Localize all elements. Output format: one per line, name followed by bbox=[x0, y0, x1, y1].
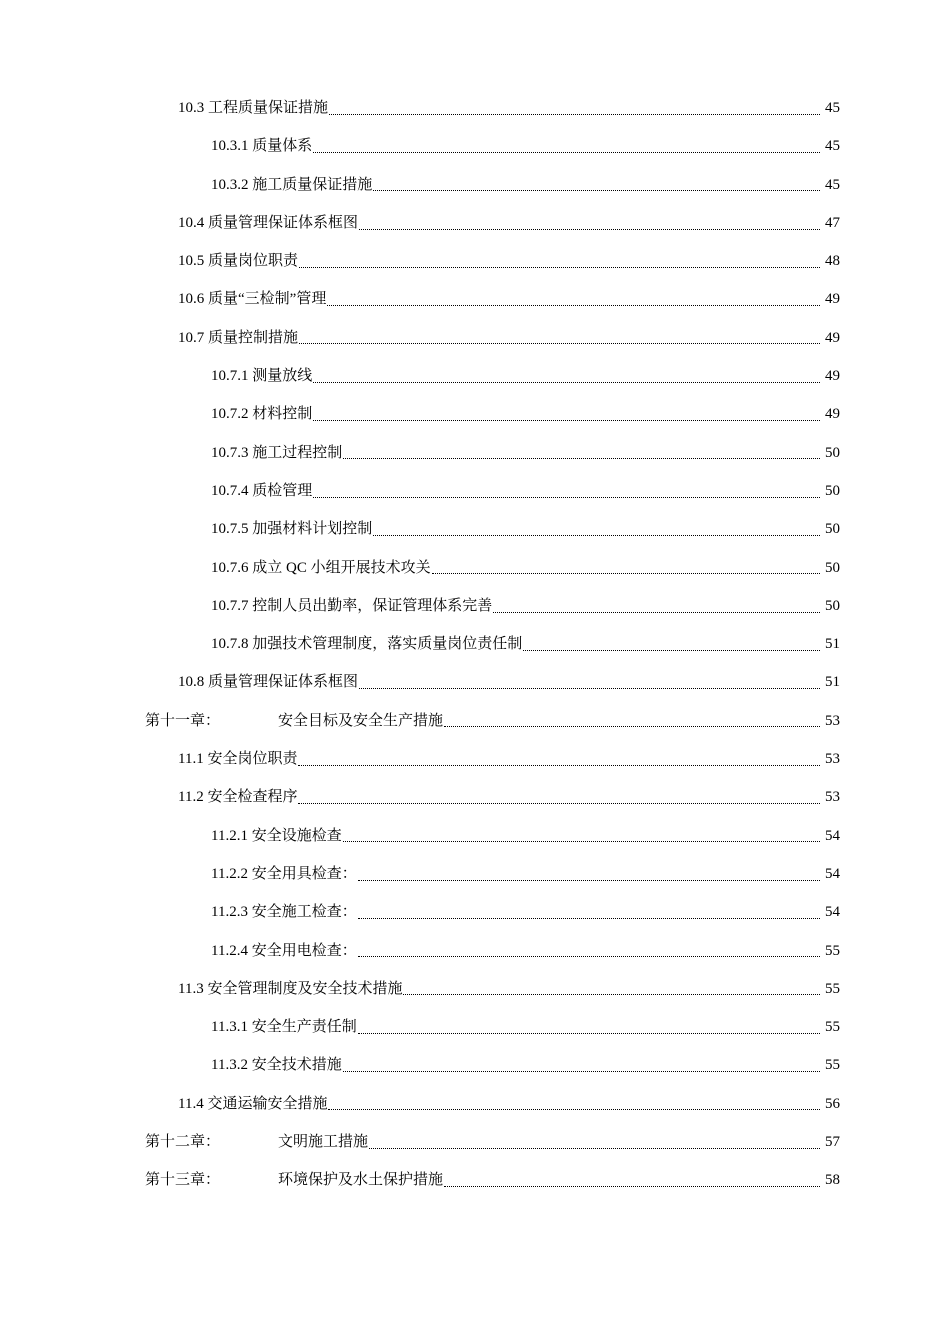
toc-page-number: 45 bbox=[825, 100, 840, 116]
toc-dot-leader bbox=[493, 612, 820, 613]
toc-page-number: 54 bbox=[825, 865, 840, 882]
toc-entry[interactable] bbox=[0, 204, 950, 242]
toc-entry[interactable] bbox=[0, 970, 950, 1008]
toc-entry-title: 11.4 交通运输安全措施 bbox=[178, 1095, 328, 1112]
toc-dot-leader bbox=[329, 114, 820, 115]
toc-entry-title: 10.7.7 控制人员出勤率，保证管理体系完善 bbox=[211, 597, 493, 614]
toc-dot-leader bbox=[403, 994, 820, 995]
toc-dot-leader bbox=[444, 1186, 820, 1187]
toc-page-number: 56 bbox=[825, 1095, 840, 1112]
toc-chapter-entry[interactable] bbox=[0, 702, 950, 740]
toc-dot-leader bbox=[373, 535, 820, 536]
toc-page-number: 50 bbox=[825, 597, 840, 614]
toc-entry[interactable] bbox=[0, 280, 950, 318]
toc-entry-title: 10.3.2 施工质量保证措施 bbox=[211, 176, 373, 193]
toc-entry-title: 10.7.3 施工过程控制 bbox=[211, 444, 343, 461]
toc-entry-lead bbox=[178, 1085, 327, 1123]
toc-page-number: 55 bbox=[825, 942, 840, 959]
toc-entry-title: 文明施工措施 bbox=[278, 1134, 369, 1151]
toc-page-number: 55 bbox=[825, 980, 840, 997]
toc-page-number: 53 bbox=[825, 712, 840, 729]
toc-entry-title: 11.3.1 安全生产责任制 bbox=[211, 1019, 357, 1036]
toc-chapter-number: 第十三章： bbox=[145, 1172, 221, 1189]
toc-entry-title: 10.7.8 加强技术管理制度，落实质量岗位责任制 bbox=[211, 636, 523, 653]
toc-dot-leader bbox=[328, 1109, 820, 1110]
toc-entry-lead bbox=[211, 587, 492, 625]
toc-entry[interactable] bbox=[0, 357, 950, 395]
toc-page-number: 45 bbox=[825, 176, 840, 193]
toc-entry-lead bbox=[178, 89, 328, 127]
toc-entry-lead bbox=[145, 1123, 368, 1161]
toc-dot-leader bbox=[373, 190, 820, 191]
toc-entry-title: 10.4 质量管理保证体系框图 bbox=[178, 214, 359, 231]
toc-page-number: 55 bbox=[825, 1057, 840, 1074]
toc-page-number: 50 bbox=[825, 444, 840, 461]
toc-dot-leader bbox=[358, 918, 820, 919]
toc-entry-lead bbox=[211, 625, 522, 663]
toc-dot-leader bbox=[358, 1033, 820, 1034]
toc-page-number: 53 bbox=[825, 789, 840, 806]
toc-entry-lead bbox=[211, 166, 372, 204]
toc-entry[interactable] bbox=[0, 319, 950, 357]
toc-entry-title: 11.2.3 安全施工检查： bbox=[211, 904, 357, 921]
toc-entry-lead bbox=[145, 1161, 443, 1199]
toc-chapter-entry[interactable] bbox=[0, 1123, 950, 1161]
toc-dot-leader bbox=[358, 956, 820, 957]
toc-entry[interactable] bbox=[0, 932, 950, 970]
toc-dot-leader bbox=[432, 573, 820, 574]
toc-dot-leader bbox=[327, 305, 820, 306]
toc-dot-leader bbox=[369, 1148, 820, 1149]
toc-dot-leader bbox=[359, 229, 820, 230]
toc-dot-leader bbox=[359, 688, 820, 689]
toc-entry-lead bbox=[178, 740, 297, 778]
toc-entry[interactable] bbox=[0, 127, 950, 165]
toc-dot-leader bbox=[343, 841, 820, 842]
toc-entry-lead bbox=[211, 510, 372, 548]
toc-entry-lead bbox=[211, 817, 342, 855]
toc-entry-title: 10.7.4 质检管理 bbox=[211, 482, 313, 499]
toc-entry-lead bbox=[211, 549, 431, 587]
toc-entry-lead bbox=[178, 778, 297, 816]
toc-entry-lead bbox=[211, 855, 357, 893]
toc-entry-title: 环境保护及水土保护措施 bbox=[278, 1172, 444, 1189]
toc-entry-title: 11.2 安全检查程序 bbox=[178, 789, 298, 806]
toc-entry-lead bbox=[178, 663, 358, 701]
toc-entry-lead bbox=[211, 1008, 357, 1046]
toc-dot-leader bbox=[313, 420, 820, 421]
toc-entry[interactable] bbox=[0, 740, 950, 778]
toc-entry-title: 11.1 安全岗位职责 bbox=[178, 751, 298, 768]
toc-dot-leader bbox=[298, 803, 820, 804]
toc-page-number: 50 bbox=[825, 559, 840, 576]
toc-entry-title: 安全目标及安全生产措施 bbox=[278, 712, 444, 729]
toc-entry-lead bbox=[211, 1046, 342, 1084]
toc-entry-lead bbox=[178, 970, 402, 1008]
toc-page-number: 45 bbox=[825, 138, 840, 155]
table-of-contents bbox=[0, 89, 950, 1200]
toc-dot-leader bbox=[299, 343, 820, 344]
toc-dot-leader bbox=[313, 382, 820, 383]
toc-entry[interactable] bbox=[0, 817, 950, 855]
toc-entry-lead bbox=[211, 127, 312, 165]
toc-entry-title: 11.2.4 安全用电检查： bbox=[211, 942, 357, 959]
toc-page-number: 50 bbox=[825, 482, 840, 499]
toc-entry-title: 10.7.2 材料控制 bbox=[211, 406, 313, 423]
toc-page-number: 48 bbox=[825, 253, 840, 270]
toc-entry-title: 10.7 质量控制措施 bbox=[178, 329, 299, 346]
toc-page-number: 49 bbox=[825, 329, 840, 346]
toc-entry-title: 10.7.1 测量放线 bbox=[211, 368, 313, 385]
toc-entry-title: 10.7.6 成立 QC 小组开展技术攻关 bbox=[211, 559, 431, 576]
toc-dot-leader bbox=[298, 765, 820, 766]
toc-entry[interactable] bbox=[0, 778, 950, 816]
toc-page-number: 54 bbox=[825, 904, 840, 921]
toc-entry-lead bbox=[145, 702, 443, 740]
toc-entry[interactable] bbox=[0, 472, 950, 510]
toc-page-number: 49 bbox=[825, 406, 840, 423]
toc-page-number: 51 bbox=[825, 674, 840, 691]
toc-chapter-number: 第十一章： bbox=[145, 712, 221, 729]
toc-dot-leader bbox=[523, 650, 820, 651]
toc-page-number: 49 bbox=[825, 291, 840, 308]
toc-entry-title: 10.5 质量岗位职责 bbox=[178, 253, 299, 270]
toc-dot-leader bbox=[358, 880, 820, 881]
toc-entry-lead bbox=[211, 395, 312, 433]
toc-entry-lead bbox=[178, 204, 358, 242]
toc-page-number: 47 bbox=[825, 214, 840, 231]
toc-entry-title: 11.2.1 安全设施检查 bbox=[211, 827, 342, 844]
toc-entry[interactable] bbox=[0, 549, 950, 587]
toc-page-number: 55 bbox=[825, 1019, 840, 1036]
toc-entry[interactable] bbox=[0, 166, 950, 204]
toc-dot-leader bbox=[313, 497, 820, 498]
toc-entry[interactable] bbox=[0, 242, 950, 280]
toc-dot-leader bbox=[343, 1071, 820, 1072]
toc-dot-leader bbox=[313, 152, 820, 153]
toc-entry-lead bbox=[178, 319, 298, 357]
toc-page-number: 53 bbox=[825, 751, 840, 768]
toc-entry-title: 10.3.1 质量体系 bbox=[211, 138, 313, 155]
toc-entry-lead bbox=[211, 472, 312, 510]
toc-page-number: 57 bbox=[825, 1134, 840, 1151]
toc-entry[interactable] bbox=[0, 1085, 950, 1123]
toc-entry[interactable] bbox=[0, 1008, 950, 1046]
toc-entry-title: 11.2.2 安全用具检查： bbox=[211, 865, 357, 882]
toc-dot-leader bbox=[299, 267, 820, 268]
toc-entry[interactable] bbox=[0, 1046, 950, 1084]
toc-chapter-entry[interactable] bbox=[0, 1161, 950, 1199]
toc-entry[interactable] bbox=[0, 893, 950, 931]
toc-entry[interactable] bbox=[0, 625, 950, 663]
toc-entry-lead bbox=[178, 280, 326, 318]
toc-page-number: 50 bbox=[825, 521, 840, 538]
toc-page-number: 58 bbox=[825, 1172, 840, 1189]
toc-entry-lead bbox=[211, 357, 312, 395]
toc-entry[interactable] bbox=[0, 855, 950, 893]
toc-chapter-number: 第十二章： bbox=[145, 1134, 221, 1151]
toc-entry-lead bbox=[211, 893, 357, 931]
toc-entry[interactable] bbox=[0, 663, 950, 701]
toc-entry-lead bbox=[178, 242, 298, 280]
toc-entry[interactable] bbox=[0, 434, 950, 472]
toc-page-number: 49 bbox=[825, 368, 840, 385]
toc-entry-title: 10.3 工程质量保证措施 bbox=[178, 100, 329, 116]
toc-entry[interactable] bbox=[0, 395, 950, 433]
toc-entry-lead bbox=[211, 932, 357, 970]
toc-entry-title: 11.3.2 安全技术措施 bbox=[211, 1057, 342, 1074]
toc-entry[interactable] bbox=[0, 587, 950, 625]
toc-entry-title: 10.6 质量“三检制”管理 bbox=[178, 291, 327, 308]
toc-entry[interactable] bbox=[0, 89, 950, 127]
toc-entry-title: 10.7.5 加强材料计划控制 bbox=[211, 521, 373, 538]
toc-entry-lead bbox=[211, 434, 342, 472]
toc-entry-title: 10.8 质量管理保证体系框图 bbox=[178, 674, 359, 691]
toc-dot-leader bbox=[343, 458, 820, 459]
toc-entry-title: 11.3 安全管理制度及安全技术措施 bbox=[178, 980, 403, 997]
toc-page-number: 54 bbox=[825, 827, 840, 844]
toc-entry[interactable] bbox=[0, 510, 950, 548]
toc-dot-leader bbox=[444, 726, 820, 727]
toc-page-number: 51 bbox=[825, 636, 840, 653]
